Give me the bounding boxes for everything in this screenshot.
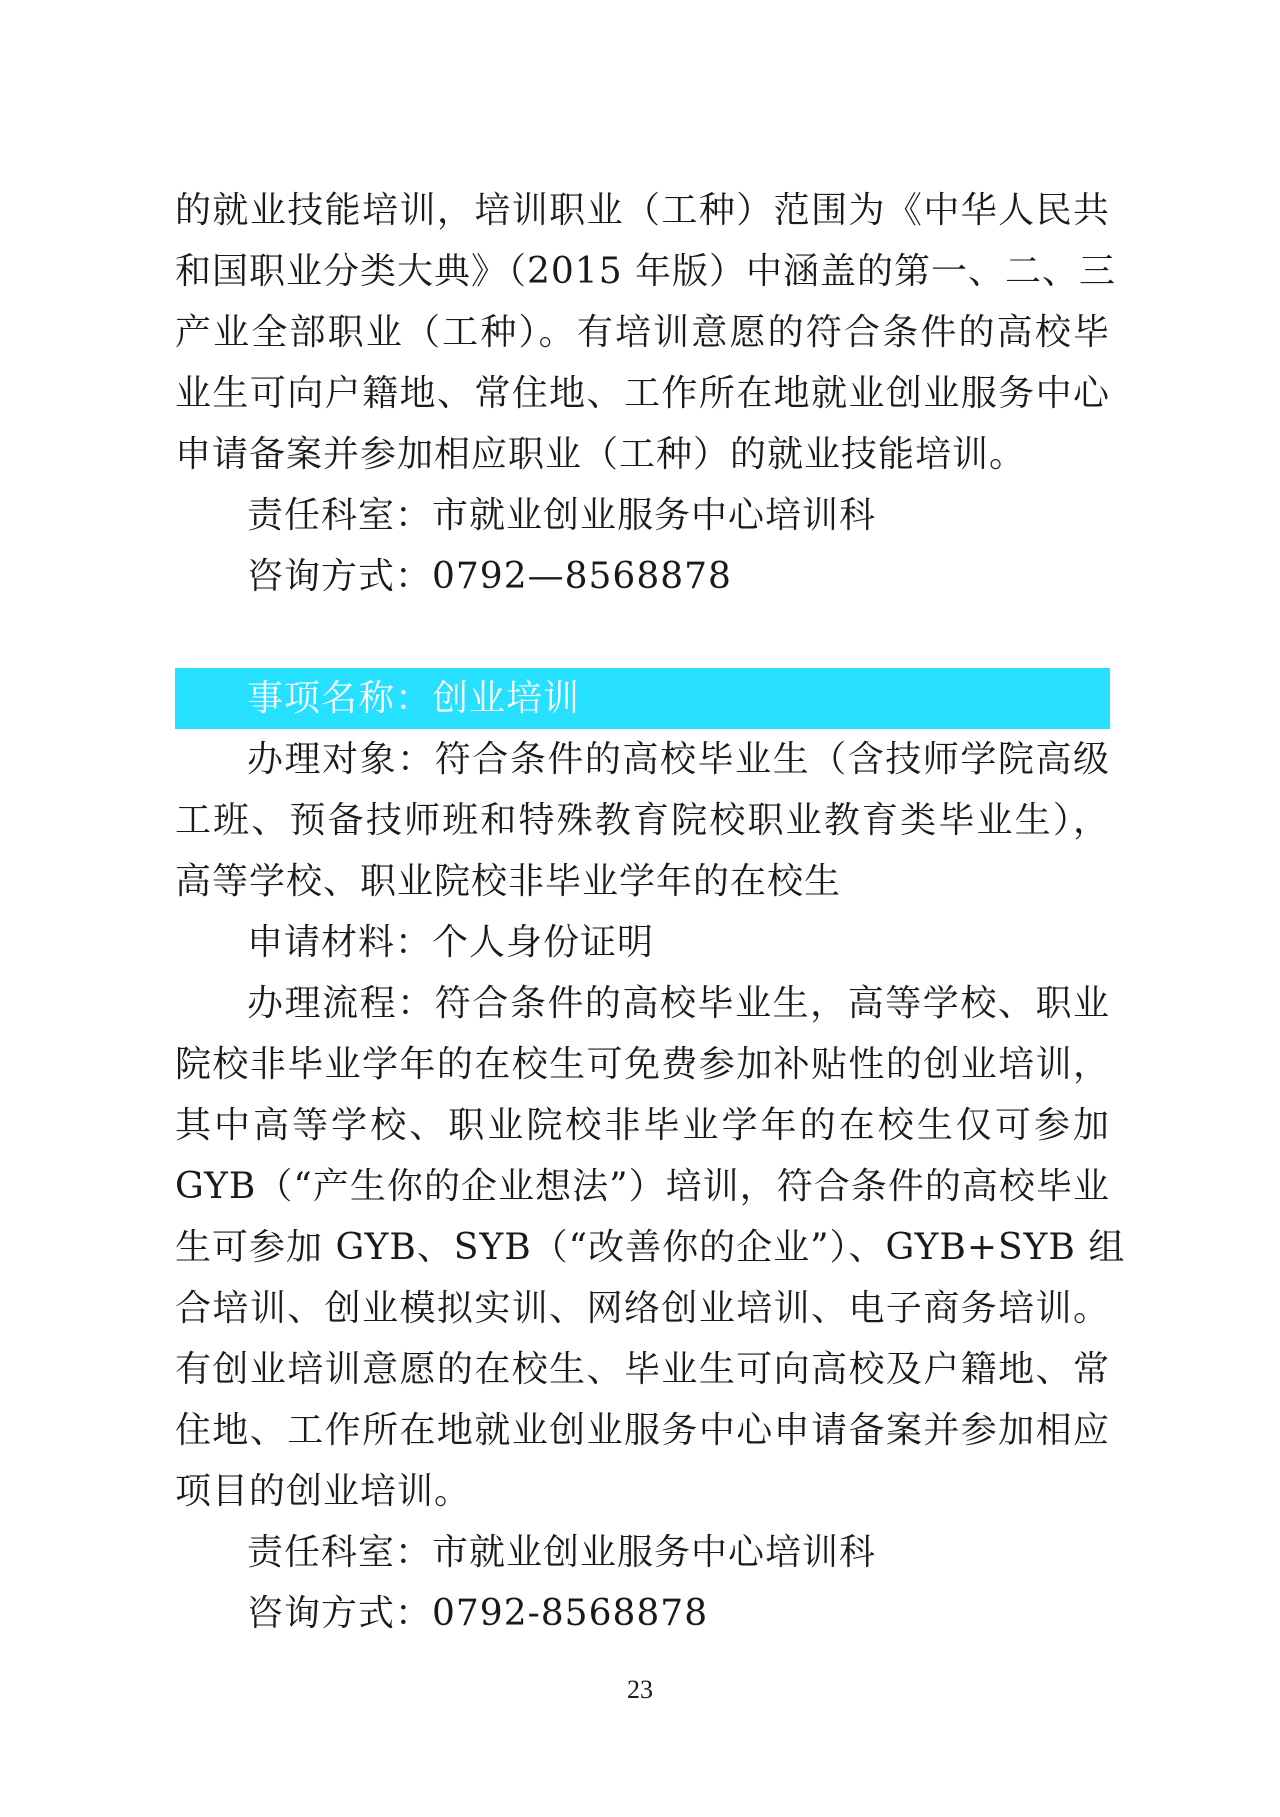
- page-number: 23: [627, 1675, 653, 1704]
- paragraph-line: 院校非毕业学年的在校生可免费参加补贴性的创业培训，: [175, 1044, 1110, 1085]
- contact-info: 咨询方式：0792-8568878: [247, 1593, 709, 1634]
- paragraph-line: 申请备案并参加相应职业（工种）的就业技能培训。: [175, 434, 1027, 475]
- paragraph-line: 工班、预备技师班和特殊教育院校职业教育类毕业生），: [175, 800, 1110, 841]
- paragraph-line: 合培训、创业模拟实训、网络创业培训、电子商务培训。: [175, 1288, 1110, 1329]
- paragraph-line: 高等学校、职业院校非毕业学年的在校生: [175, 861, 842, 902]
- responsible-office: 责任科室：市就业创业服务中心培训科: [247, 1532, 877, 1573]
- paragraph-line: 住地、工作所在地就业创业服务中心申请备案并参加相应: [175, 1410, 1110, 1451]
- section-gap: [175, 607, 1110, 668]
- section-title: 事项名称：创业培训: [247, 678, 581, 719]
- paragraph-line: GYB（“产生你的企业想法”）培训，符合条件的高校毕业: [175, 1166, 1110, 1207]
- paragraph-line: 和国职业分类大典》（2015 年版）中涵盖的第一、二、三: [175, 251, 1117, 292]
- paragraph-line: 生可参加 GYB、SYB（“改善你的企业”）、GYB+SYB 组: [175, 1227, 1126, 1268]
- paragraph-line: 有创业培训意愿的在校生、毕业生可向高校及户籍地、常: [175, 1349, 1110, 1390]
- paragraph-line: 的就业技能培训，培训职业（工种）范围为《中华人民共: [175, 190, 1110, 231]
- paragraph-line: 办理对象：符合条件的高校毕业生（含技师学院高级: [247, 739, 1110, 780]
- section1-paragraph: [175, 180, 1117, 485]
- responsible-office: 责任科室：市就业创业服务中心培训科: [247, 495, 877, 536]
- materials-line: 申请材料：个人身份证明: [247, 922, 655, 963]
- paragraph-line: 其中高等学校、职业院校非毕业学年的在校生仅可参加: [175, 1105, 1110, 1146]
- page-content: [175, 180, 1126, 1644]
- process-paragraph: [175, 973, 1126, 1522]
- paragraph-line: 办理流程：符合条件的高校毕业生，高等学校、职业: [247, 983, 1110, 1024]
- section-header-band: [175, 668, 1110, 729]
- target-paragraph: [175, 729, 1110, 912]
- paragraph-line: 项目的创业培训。: [175, 1471, 472, 1512]
- paragraph-line: 业生可向户籍地、常住地、工作所在地就业创业服务中心: [175, 373, 1110, 414]
- contact-info: 咨询方式：0792—8568878: [247, 556, 732, 597]
- paragraph-line: 产业全部职业（工种）。有培训意愿的符合条件的高校毕: [175, 312, 1110, 353]
